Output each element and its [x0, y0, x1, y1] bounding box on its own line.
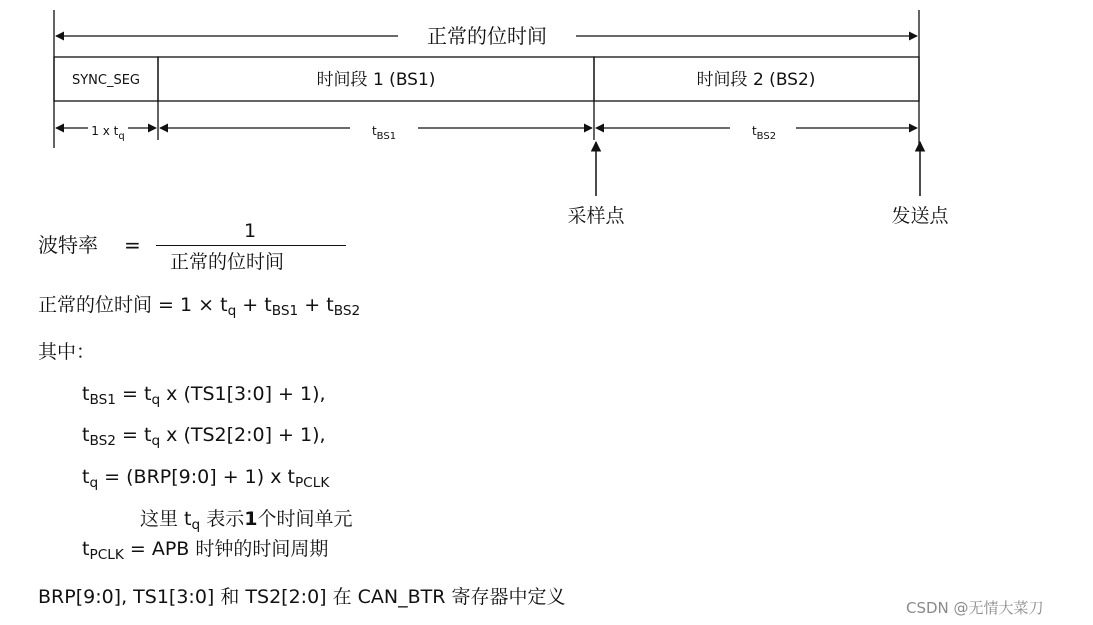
baud-rate-numerator: 1 [244, 220, 257, 242]
baud-rate-equals: = [124, 233, 141, 257]
tbs2-formula: $t_{BS2} = t_q$ x (TS2[2:0] + 1), [82, 424, 326, 449]
tq-formula: $t_q$ = (BRP[9:0] + 1) x $t_{PCLK}$ [82, 466, 330, 491]
tq-note: 这里 $t_q$ 表示1个时间单元 [140, 508, 353, 533]
sample-point-label: 采样点 [567, 205, 625, 227]
where-label: 其中： [38, 341, 96, 363]
segment-bs1-label: 时间段 1 (BS1) [316, 70, 436, 90]
tpclk-formula: $t_{PCLK}$ = APB 时钟的时间周期 [82, 538, 329, 563]
bit-time-label: 正常的位时间 = [38, 294, 174, 316]
baud-rate-label: 波特率 [38, 233, 98, 257]
segment-bs2-label: 时间段 2 (BS2) [696, 70, 816, 90]
segment-sync-label: SYNC_SEG [71, 73, 141, 88]
bit-timing-diagram [0, 0, 1093, 230]
baud-rate-denominator: 正常的位时间 [170, 251, 285, 273]
bit-time-tbs1: + $t_{BS1}$ [236, 294, 299, 319]
bs1-duration-label: $t_{BS1}$ [371, 124, 397, 142]
bit-time-one-x-tq: $1 \times t_q$ [180, 294, 237, 319]
tbs1-formula: $t_{BS1} = t_q$ x (TS1[3:0] + 1), [82, 383, 326, 408]
csdn-watermark: CSDN @无情大菜刀 [906, 599, 1044, 617]
sync-duration-label: 1 x $t_q$ [91, 124, 125, 142]
bit-time-formula [38, 296, 360, 319]
register-definition-note: BRP[9:0], TS1[3:0] 和 TS2[2:0] 在 CAN_BTR 寄存器中定义 [38, 586, 566, 608]
diagram-title: 正常的位时间 [427, 24, 547, 48]
baud-rate-fraction-line [156, 245, 346, 246]
bit-time-tbs2: + $t_{BS2}$ [298, 294, 361, 319]
transmit-point-label: 发送点 [891, 205, 949, 227]
bs2-duration-label: $t_{BS2}$ [751, 124, 777, 142]
